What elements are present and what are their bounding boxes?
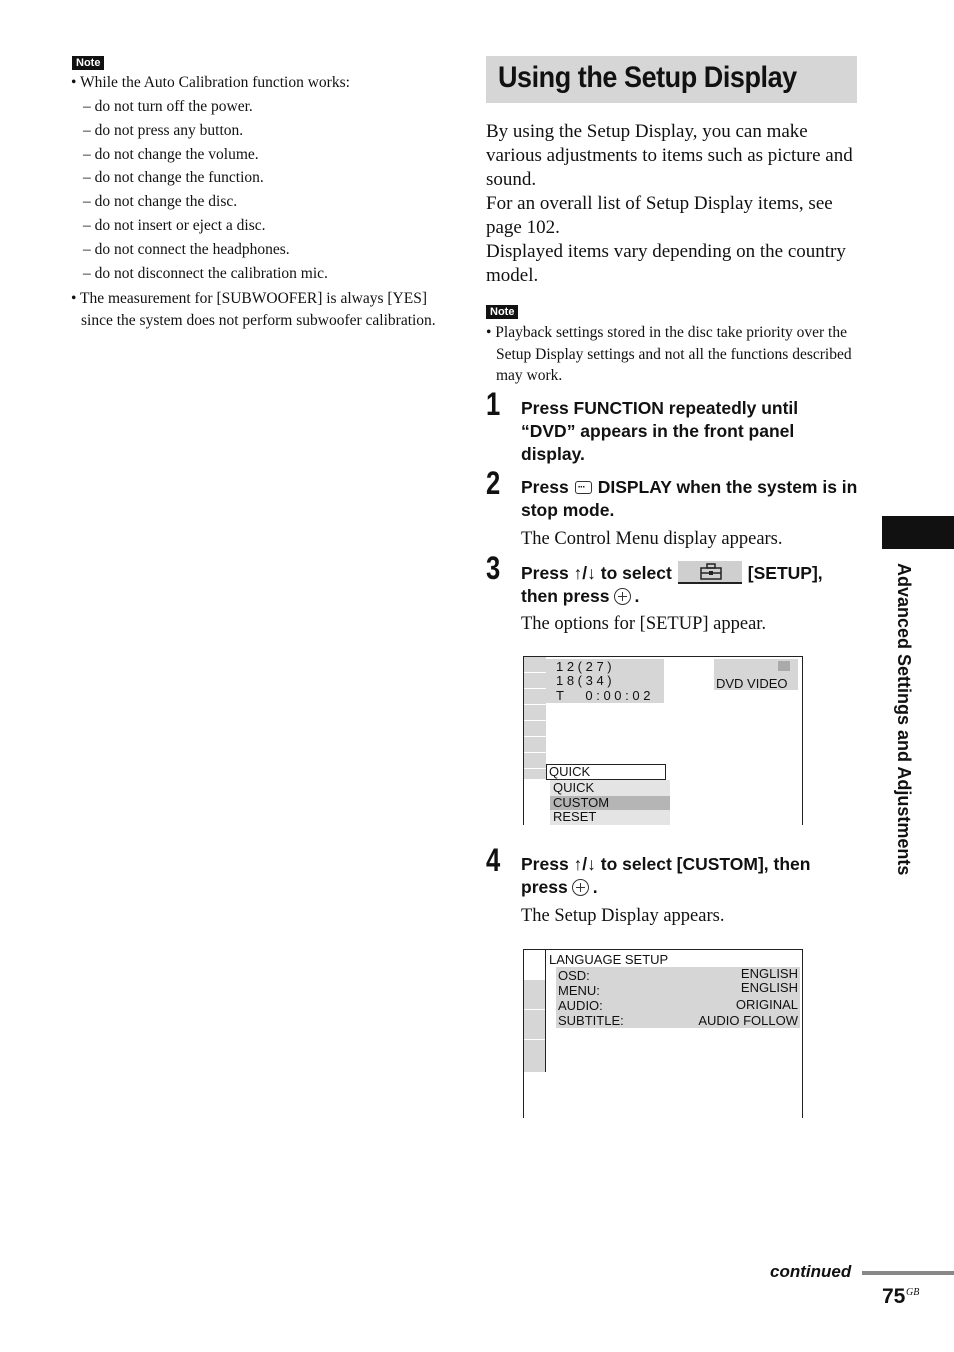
section-title-bar <box>486 56 857 103</box>
continued-label: continued <box>770 1262 852 1281</box>
side-tab-marker <box>882 516 954 549</box>
step-4-text <box>521 853 861 899</box>
note-item: – do not change the disc. <box>83 193 238 210</box>
setup-category-header: LANGUAGE SETUP <box>549 952 669 967</box>
note-item: – do not disconnect the calibration mic. <box>83 265 328 282</box>
chapter-info-line: 1 8 ( 3 4 ) <box>556 673 612 688</box>
setup-icon-column <box>524 980 546 1072</box>
step-number: 2 <box>486 465 501 501</box>
step-3-text-b: [SETUP], <box>747 563 823 583</box>
step-3-text <box>521 561 861 608</box>
note-item: – do not connect the headphones. <box>83 241 290 258</box>
setting-label[interactable]: SUBTITLE: <box>558 1013 624 1028</box>
note-bullet-subwoofer: • The measurement for [SUBWOOFER] is always [YES] since the system does not perform subwoofer calibration. <box>71 290 436 329</box>
option-quick[interactable]: QUICK <box>553 780 595 795</box>
note-badge: Note <box>72 56 104 70</box>
note-item: – do not turn off the power. <box>83 98 253 115</box>
step-2-text-a: Press <box>521 477 569 497</box>
intro-paragraph-1: By using the Setup Display, you can make various adjustments to items such as picture and sound. <box>486 121 853 190</box>
step-4-result: The Setup Display appears. <box>521 906 725 926</box>
step-3-text-a: Press ↑/↓ to select <box>521 563 672 583</box>
setup-toolbox-icon <box>678 561 742 584</box>
page-number: 75 <box>882 1285 906 1308</box>
step-2-result: The Control Menu display appears. <box>521 529 783 549</box>
display-button-icon <box>575 481 592 494</box>
step-2-text-b: DISPLAY when the system is in stop mode. <box>521 477 858 520</box>
note-playback: • Playback settings stored in the disc take priority over the Setup Display settings and not all the functions described may work. <box>486 324 852 384</box>
control-menu-icon-column <box>524 657 546 779</box>
step-4-text-b: press <box>521 877 568 897</box>
setup-display-screen <box>523 949 803 1118</box>
setup-menu-header: QUICK <box>546 764 666 780</box>
continued-bar <box>862 1271 954 1275</box>
enter-button-icon <box>614 588 631 605</box>
note-badge: Note <box>486 305 518 319</box>
setting-label[interactable]: AUDIO: <box>558 998 603 1013</box>
step-number: 3 <box>486 550 501 586</box>
section-title: Using the Setup Display <box>498 61 797 94</box>
setting-value: ORIGINAL <box>735 997 798 1012</box>
note-item: – do not change the function. <box>83 169 264 186</box>
track-info-line: 1 2 ( 2 7 ) <box>556 659 612 674</box>
time-info-line: T 0 : 0 0 : 0 2 <box>556 688 651 703</box>
step-2-text <box>521 476 861 522</box>
option-custom[interactable]: CUSTOM <box>553 795 610 810</box>
step-4-text-a: Press ↑/↓ to select [CUSTOM], then <box>521 854 811 874</box>
step-3-text-d: . <box>634 586 640 606</box>
side-tab-label: Advanced Settings and Adjustments <box>894 563 914 876</box>
setting-label[interactable]: OSD: <box>558 968 590 983</box>
step-1-text: Press FUNCTION repeatedly until “DVD” appears in the front panel display. <box>521 398 799 464</box>
step-4-text-c: . <box>592 877 598 897</box>
step-3-text-c: then press <box>521 586 610 606</box>
step-3-result: The options for [SETUP] appear. <box>521 614 767 634</box>
intro-paragraph-3: Displayed items vary depending on the country model. <box>486 241 846 286</box>
page-number-suffix: GB <box>906 1287 920 1298</box>
note-item: – do not press any button. <box>83 122 244 139</box>
note-item: – do not change the volume. <box>83 146 259 163</box>
enter-button-icon <box>572 879 589 896</box>
control-menu-screen <box>523 656 803 825</box>
option-reset[interactable]: RESET <box>553 809 597 824</box>
disc-type-label: DVD VIDEO <box>716 676 788 691</box>
step-number: 1 <box>486 386 501 422</box>
setting-value: ENGLISH <box>740 980 798 995</box>
status-square <box>778 661 790 671</box>
setting-value: AUDIO FOLLOW <box>698 1013 798 1028</box>
note-item: – do not insert or eject a disc. <box>83 217 266 234</box>
column-divider <box>545 950 546 1072</box>
intro-paragraph-2: For an overall list of Setup Display items, see page 102. <box>486 193 833 238</box>
setting-label[interactable]: MENU: <box>558 983 600 998</box>
setting-value: ENGLISH <box>740 966 798 981</box>
step-number: 4 <box>486 842 501 878</box>
note-bullet-intro: • While the Auto Calibration function works: <box>71 74 350 91</box>
